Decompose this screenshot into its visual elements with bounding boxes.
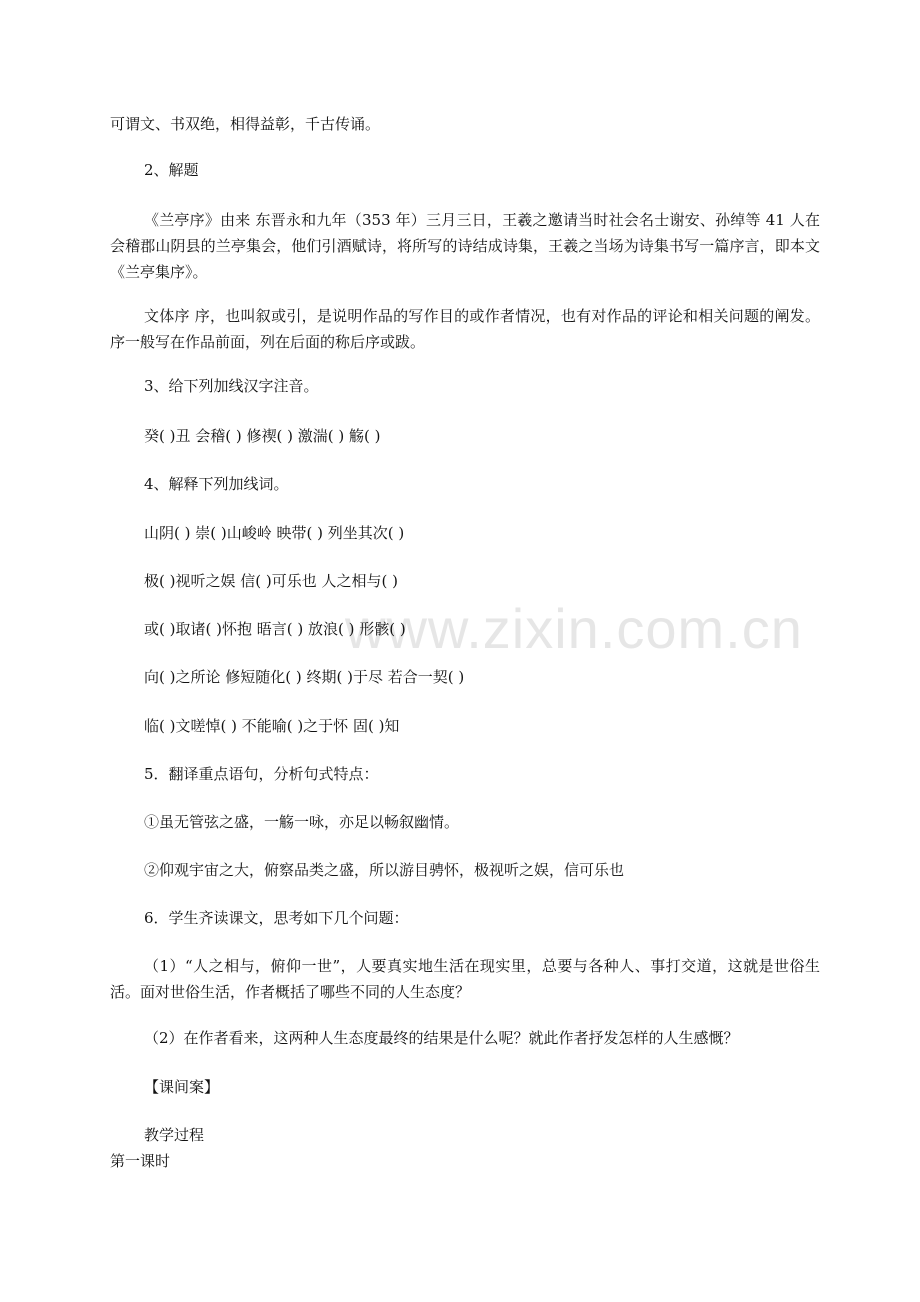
question-3-heading: 3、给下列加线汉字注音。 bbox=[144, 377, 319, 395]
question-6-heading: 6．学生齐读课文，思考如下几个问题： bbox=[144, 909, 409, 927]
question-6-part-2: （2）在作者看来，这两种人生态度最终的结果是什么呢？就此作者抒发怎样的人生感慨？ bbox=[144, 1029, 739, 1047]
question-5-heading: 5．翻译重点语句，分析句式特点： bbox=[144, 765, 379, 783]
question-3-items: 癸( )丑 会稽( ) 修禊( ) 激湍( ) 觞( ) bbox=[144, 427, 381, 445]
paragraph-xu-genre: 文体序 序，也叫叙或引，是说明作品的写作目的或作者情况，也有对作品的评论和相关问题的阐发。序一般写在作品前面，列在后面的称后序或跋。 bbox=[110, 307, 820, 351]
text-line-continuation: 可谓文、书双绝，相得益彰，千古传诵。 bbox=[110, 115, 381, 133]
question-4-heading: 4、解释下列加线词。 bbox=[144, 475, 289, 493]
section-heading-kejian: 【课间案】 bbox=[144, 1078, 220, 1096]
paragraph-lantingxu-origin: 《兰亭序》由来 东晋永和九年（353 年）三月三日，王羲之邀请当时社会名士谢安、孙绰等 41 人在会稽郡山阴县的兰亭集会，他们引酒赋诗，将所写的诗结成诗集，王羲之当场为诗集书写一篇序言，即本文《兰亭集序》。 bbox=[110, 211, 820, 281]
question-6-part-1: （1）“人之相与，俯仰一世”，人要真实地生活在现实里，总要与各种人、事打交道，这就是世俗生活。面对世俗生活，作者概括了哪些不同的人生态度？ bbox=[110, 957, 820, 1001]
site-watermark: www.zixin.com.cn bbox=[345, 597, 803, 660]
section-heading-jieti: 2、解题 bbox=[144, 161, 199, 179]
subheading-teaching-process: 教学过程 bbox=[144, 1126, 205, 1144]
question-4-row-4: 向( )之所论 修短随化( ) 终期( )于尽 若合一契( ) bbox=[144, 668, 465, 686]
sentence-1: ①虽无管弦之盛，一觞一咏，亦足以畅叙幽情。 bbox=[144, 813, 460, 831]
question-4-row-3: 或( )取诸( )怀抱 晤言( ) 放浪( ) 形骸( ) bbox=[144, 620, 406, 638]
subheading-first-lesson: 第一课时 bbox=[110, 1152, 171, 1170]
sentence-2: ②仰观宇宙之大，俯察品类之盛，所以游目骋怀，极视听之娱，信可乐也 bbox=[144, 861, 625, 879]
question-4-row-5: 临( )文嗟悼( ) 不能喻( )之于怀 固( )知 bbox=[144, 717, 400, 735]
question-4-row-2: 极( )视听之娱 信( )可乐也 人之相与( ) bbox=[144, 572, 398, 590]
question-4-row-1: 山阴( ) 崇( )山峻岭 映带( ) 列坐其次( ) bbox=[144, 524, 405, 542]
